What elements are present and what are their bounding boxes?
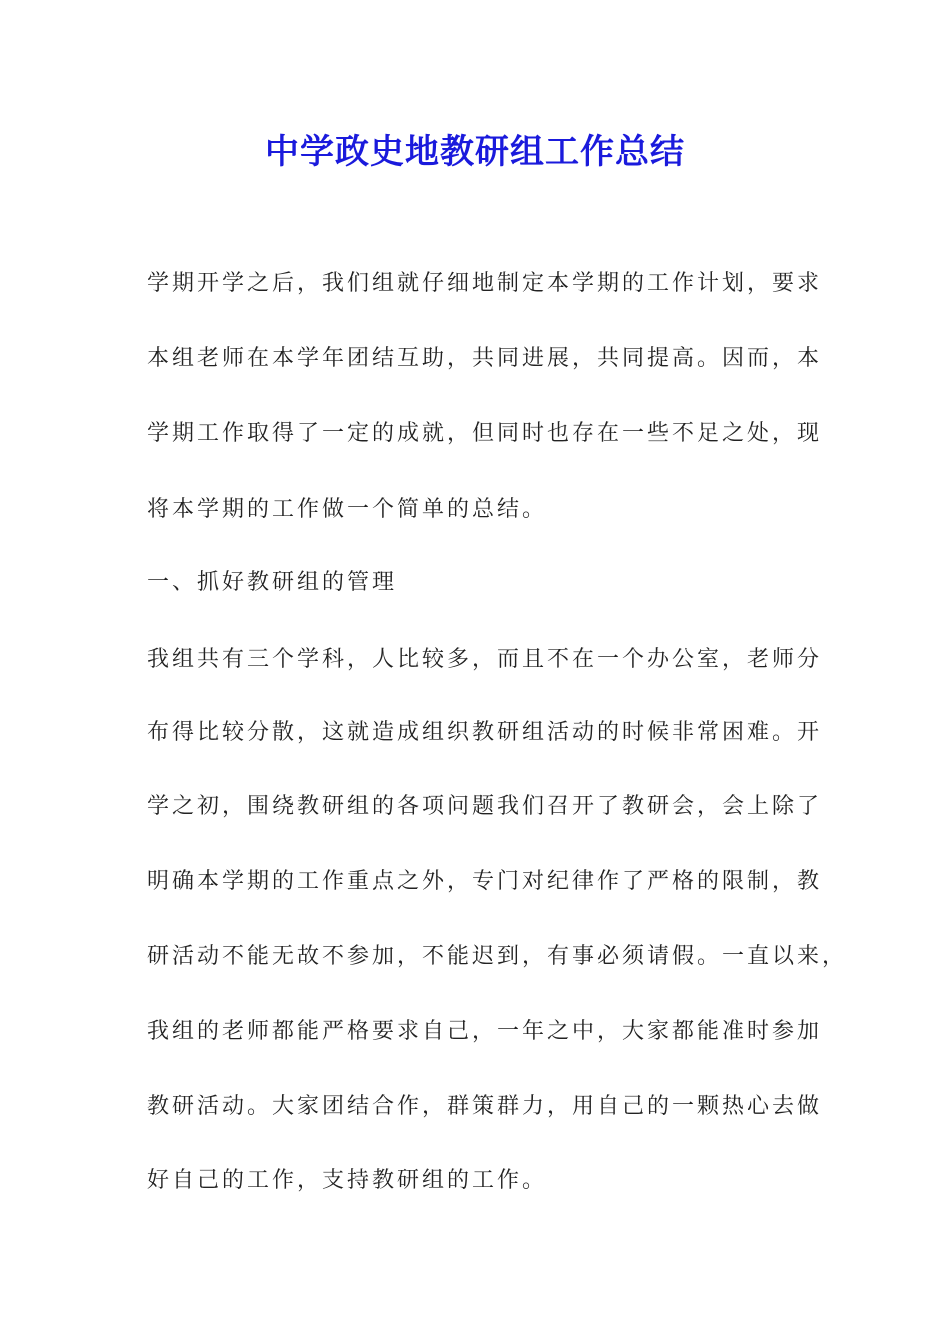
paragraph-line: 我组的老师都能严格要求自己，一年之中，大家都能准时参加 (147, 1019, 823, 1044)
paragraph-line: 学期开学之后，我们组就仔细地制定本学期的工作计划，要求 (147, 271, 823, 296)
paragraph-line: 将本学期的工作做一个简单的总结。 (147, 497, 548, 522)
paragraph-line: 我组共有三个学科，人比较多，而且不在一个办公室，老师分 (147, 647, 823, 672)
paragraph-line: 学期工作取得了一定的成就，但同时也存在一些不足之处，现 (147, 421, 823, 446)
paragraph-line: 明确本学期的工作重点之外，专门对纪律作了严格的限制，教 (147, 869, 823, 894)
document-title: 中学政史地教研组工作总结 (265, 132, 685, 172)
paragraph-line: 学之初，围绕教研组的各项问题我们召开了教研会，会上除了 (147, 794, 823, 819)
paragraph-line: 教研活动。大家团结合作，群策群力，用自己的一颗热心去做 (147, 1094, 823, 1119)
paragraph-line: 布得比较分散，这就造成组织教研组活动的时候非常困难。开 (147, 720, 823, 745)
paragraph-line: 好自己的工作，支持教研组的工作。 (147, 1168, 548, 1193)
paragraph-line: 本组老师在本学年团结互助，共同进展，共同提高。因而，本 (147, 346, 823, 371)
section-heading: 一、抓好教研组的管理 (147, 570, 398, 595)
paragraph-line: 研活动不能无故不参加，不能迟到，有事必须请假。一直以来， (147, 944, 848, 969)
